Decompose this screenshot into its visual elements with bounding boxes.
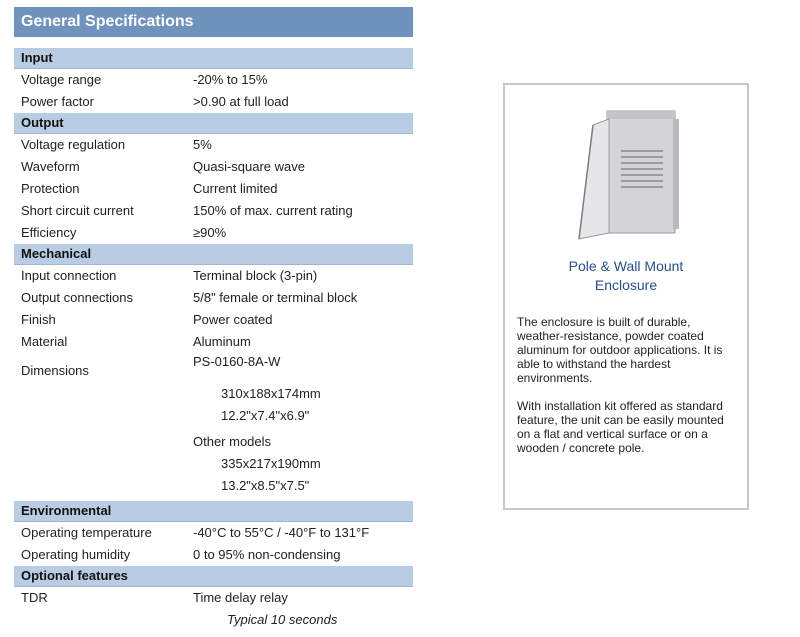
spec-label: Dimensions bbox=[21, 363, 89, 378]
spec-note: Typical 10 seconds bbox=[227, 612, 338, 627]
spec-row bbox=[14, 431, 413, 453]
spec-row bbox=[14, 265, 413, 287]
spec-label: Voltage range bbox=[21, 72, 102, 87]
spec-row bbox=[14, 331, 413, 353]
section-heading-mechanical: Mechanical bbox=[14, 244, 413, 265]
spec-label: Short circuit current bbox=[21, 203, 134, 218]
spec-row bbox=[14, 134, 413, 156]
spec-row bbox=[14, 156, 413, 178]
spec-label: Waveform bbox=[21, 159, 80, 174]
spec-value: 12.2"x7.4"x6.9" bbox=[221, 408, 310, 423]
enclosure-paragraph-1: The enclosure is built of durable, weather-resistance, powder coated aluminum for outdoor applications. It is able to withstand the hardest environments. bbox=[517, 315, 723, 385]
spec-label: Protection bbox=[21, 181, 80, 196]
spec-value: Quasi-square wave bbox=[193, 159, 305, 174]
spec-value: -40°C to 55°C / -40°F to 131°F bbox=[193, 525, 370, 540]
spec-label: Operating temperature bbox=[21, 525, 152, 540]
spec-value: 13.2"x8.5"x7.5" bbox=[221, 478, 310, 493]
section-heading-output: Output bbox=[14, 113, 413, 134]
spec-label: TDR bbox=[21, 590, 48, 605]
spec-value: PS-0160-8A-W bbox=[193, 354, 281, 369]
spec-row bbox=[14, 353, 413, 383]
section-heading-environmental: Environmental bbox=[14, 501, 413, 522]
enclosure-title bbox=[505, 257, 747, 295]
spec-row bbox=[14, 91, 413, 113]
spec-row bbox=[14, 544, 413, 566]
spec-value: Other models bbox=[193, 434, 272, 449]
enclosure-title-line1: Pole & Wall Mount bbox=[568, 258, 684, 274]
spec-label: Finish bbox=[21, 312, 56, 327]
section-heading-input: Input bbox=[14, 48, 413, 69]
enclosure-image bbox=[573, 107, 685, 247]
enclosure-description bbox=[517, 315, 739, 469]
spec-label: Input connection bbox=[21, 268, 117, 283]
spec-row bbox=[14, 287, 413, 309]
spec-row bbox=[14, 609, 413, 631]
spec-table bbox=[14, 48, 413, 631]
spec-value: Time delay relay bbox=[193, 590, 288, 605]
spec-row bbox=[14, 200, 413, 222]
spec-row bbox=[14, 587, 413, 609]
spec-value: 5% bbox=[193, 137, 212, 152]
spec-row bbox=[14, 222, 413, 244]
spec-row bbox=[14, 178, 413, 200]
spec-value: >0.90 at full load bbox=[193, 94, 289, 109]
spec-value: Terminal block (3-pin) bbox=[193, 268, 318, 283]
spec-label: Voltage regulation bbox=[21, 137, 126, 152]
spec-value: Current limited bbox=[193, 181, 278, 196]
spec-row bbox=[14, 475, 413, 501]
spec-value: 5/8" female or terminal block bbox=[193, 290, 358, 305]
spec-value: -20% to 15% bbox=[193, 72, 268, 87]
spec-row bbox=[14, 453, 413, 475]
spec-row bbox=[14, 309, 413, 331]
spec-value: 0 to 95% non-condensing bbox=[193, 547, 341, 562]
spec-row bbox=[14, 69, 413, 91]
spec-row bbox=[14, 383, 413, 405]
spec-label: Material bbox=[21, 334, 68, 349]
spec-value: 310x188x174mm bbox=[221, 386, 321, 401]
spec-label: Efficiency bbox=[21, 225, 77, 240]
spec-value: Aluminum bbox=[193, 334, 251, 349]
enclosure-title-line2: Enclosure bbox=[594, 277, 658, 293]
spec-row bbox=[14, 405, 413, 431]
spec-value: 335x217x190mm bbox=[221, 456, 321, 471]
enclosure-paragraph-2: With installation kit offered as standard feature, the unit can be easily mounted on a flat and vertical surface or on a wooden / concrete pole. bbox=[517, 399, 724, 455]
spec-label: Power factor bbox=[21, 94, 94, 109]
page-title: General Specifications bbox=[14, 7, 413, 37]
spec-row bbox=[14, 522, 413, 544]
spec-value: 150% of max. current rating bbox=[193, 203, 353, 218]
spec-label: Operating humidity bbox=[21, 547, 131, 562]
spec-value: Power coated bbox=[193, 312, 273, 327]
spec-value: ≥90% bbox=[193, 225, 227, 240]
section-heading-optional-features: Optional features bbox=[14, 566, 413, 587]
enclosure-info-box bbox=[503, 83, 749, 510]
spec-label: Output connections bbox=[21, 290, 134, 305]
